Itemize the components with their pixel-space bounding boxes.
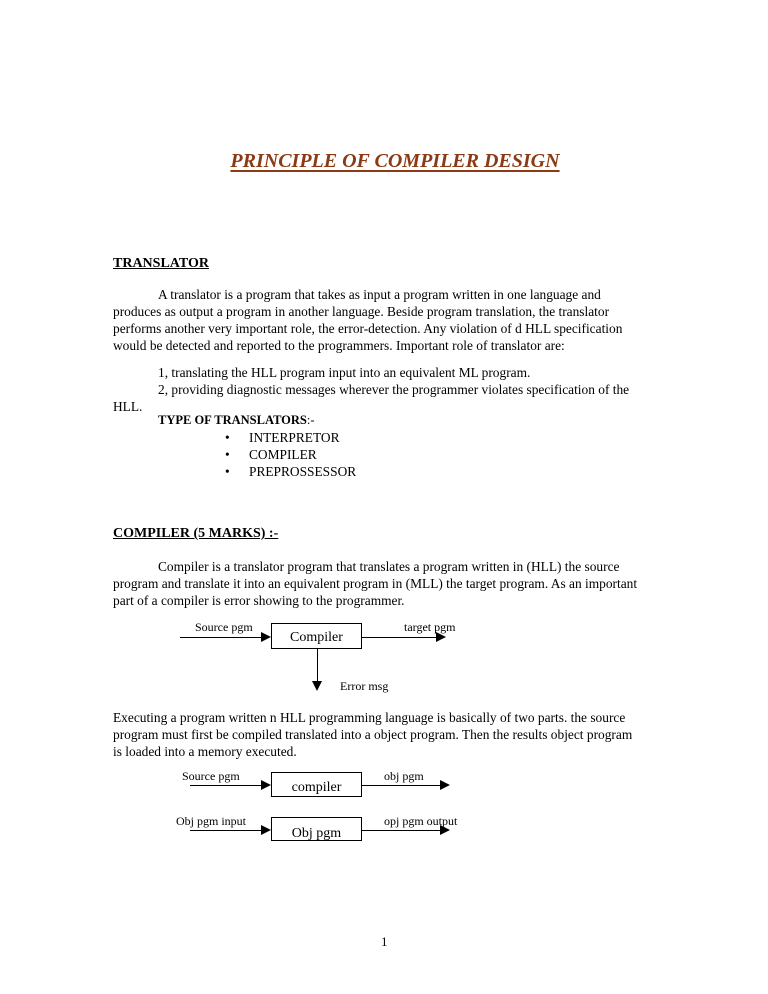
- execution-para-line-2: program must first be compiled translated into a object program. Then the results object program: [113, 727, 633, 742]
- compiler-para-line-3: part of a compiler is error showing to the programmer.: [113, 593, 405, 608]
- row2-output-arrow-head: [440, 825, 450, 835]
- error-arrow-line: [317, 649, 318, 682]
- row1-input-arrow-head: [261, 780, 271, 790]
- translator-role-2-cont: HLL.: [113, 399, 143, 414]
- compiler-para-line-2: program and translate it into an equivalent program in (MLL) the target program. As an important: [113, 576, 638, 591]
- translator-heading: TRANSLATOR: [113, 256, 209, 271]
- translator-type-item: • COMPILER: [228, 447, 317, 463]
- output-arrow-head: [436, 632, 446, 642]
- translator-types-label: TYPE OF TRANSLATORS:-: [158, 413, 315, 427]
- page-title: PRINCIPLE OF COMPILER DESIGN: [230, 150, 560, 172]
- opj-pgm-output-label: opj pgm output: [384, 814, 458, 828]
- row1-input-arrow-line: [190, 785, 262, 786]
- compiler-heading: COMPILER (5 MARKS) :-: [113, 526, 279, 541]
- compiler-para-line-1: Compiler is a translator program that translates a program written in (HLL) the source: [158, 559, 620, 574]
- output-arrow-line: [362, 637, 437, 638]
- translator-para-line-1: A translator is a program that takes as input a program written in one language and: [158, 287, 601, 302]
- error-arrow-head: [312, 681, 322, 691]
- execution-para-line-3: is loaded into a memory executed.: [113, 744, 297, 759]
- row2-output-arrow-line: [362, 830, 441, 831]
- compiler-box: Compiler: [271, 623, 362, 649]
- translator-role-2: 2, providing diagnostic messages wherever the programmer violates specification of the: [158, 382, 630, 397]
- obj-pgm-label: obj pgm: [384, 769, 424, 783]
- source-pgm-label: Source pgm: [182, 769, 240, 783]
- row2-input-arrow-head: [261, 825, 271, 835]
- translator-para-line-4: would be detected and reported to the programmers. Important role of translator are:: [113, 338, 565, 353]
- row1-output-arrow-line: [362, 785, 441, 786]
- target-pgm-label: target pgm: [404, 620, 456, 634]
- translator-para-line-3: performs another very important role, the error-detection. Any violation of d HLL specification: [113, 321, 623, 336]
- source-pgm-label: Source pgm: [195, 620, 253, 634]
- obj-pgm-box: Obj pgm: [271, 817, 362, 841]
- translator-role-1: 1, translating the HLL program input into an equivalent ML program.: [158, 365, 531, 380]
- compiler-box: compiler: [271, 772, 362, 797]
- input-arrow-head: [261, 632, 271, 642]
- translator-type-item: • INTERPRETOR: [228, 430, 340, 446]
- page-number: 1: [381, 934, 388, 949]
- error-msg-label: Error msg: [340, 679, 389, 693]
- execution-para-line-1: Executing a program written n HLL programming language is basically of two parts. the source: [113, 710, 626, 725]
- row1-output-arrow-head: [440, 780, 450, 790]
- obj-pgm-input-label: Obj pgm input: [176, 814, 247, 828]
- row2-input-arrow-line: [190, 830, 262, 831]
- translator-para-line-2: produces as output a program in another language. Beside program translation, the translator: [113, 304, 610, 319]
- translator-type-item: • PREPROSSESSOR: [228, 464, 356, 480]
- input-arrow-line: [180, 637, 262, 638]
